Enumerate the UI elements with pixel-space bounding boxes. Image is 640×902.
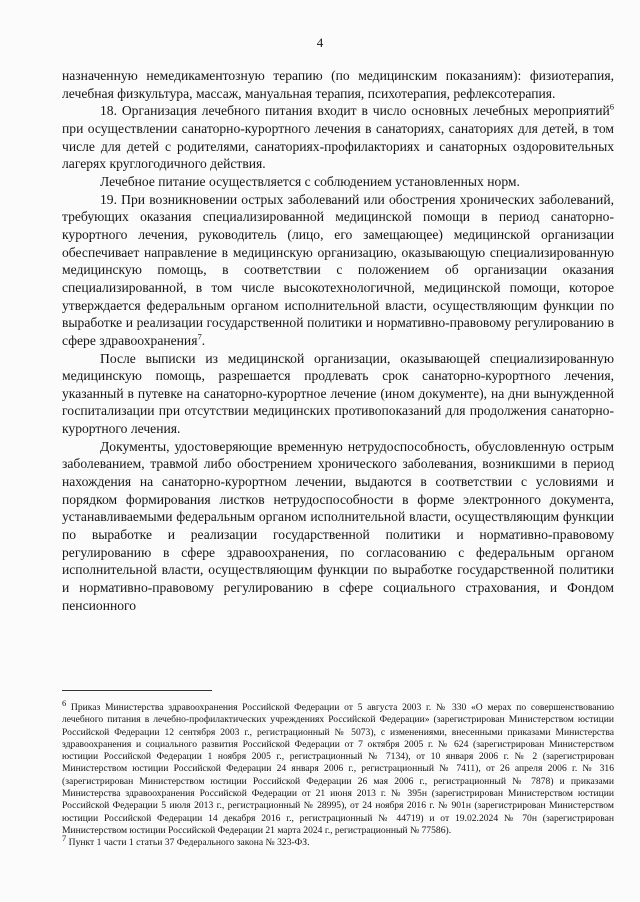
paragraph-therapy-continuation: назначенную немедикаментозную терапию (по медицинским показаниям): физиотерапия, лечебная физкультура, массаж, мануальная терапия, психотерапия, рефлексотерапия. (62, 68, 614, 101)
paragraph-item-18 (62, 102, 614, 173)
footnote-ref-7[interactable]: 7 (197, 331, 202, 342)
paragraph-text: 18. Организация лечебного питания входит в число основных лечебных мероприятий (100, 103, 610, 119)
paragraph-text: при осуществлении санаторно-курортного лечения в санаториях, санаториях для детей, в том числе для детей с родителями, санаториях-профилакториях и санаторных оздоровительных лагерях круглогодичного действия. (62, 120, 614, 172)
paragraph-nutrition-norms: Лечебное питание осуществляется с соблюдением установленных норм. (100, 173, 520, 189)
paragraph-text: . (201, 332, 206, 348)
paragraph-discharge: После выписки из медицинской организации, оказывающей специализированную медицинскую помощь, разрешается продлевать срок санаторно-курортного лечения, указанный в путевке на санаторно-курортное лечение (ином документе), на дни вынужденной госпитализации при отсутствии медицинских противопоказаний для продолжения санаторно-курортного лечения. (62, 350, 614, 437)
footnote-text: Приказ Министерства здравоохранения Российской Федерации от 5 августа 2003 г. № 330 «О мерах по совершенствованию лечебного питания в лечебно-профилактических учреждениях Российской Федерации» (зарегистрирован Министерством юстиции Российской Федерации 12 сентября 2003 г., регистрационный № 5073), с изменениями, внесенными приказами Министерства здравоохранения и социального развития Российской Федерации от 7 октября 2005 г. № 624 (зарегистрирован Министерством юстиции Российской Федерации 1 ноября 2005 г., регистрационный № 7134), от 10 января 2006 г. № 2 (зарегистрирован Министерством юстиции Российской Федерации 24 января 2006 г., регистрационный № 7411), от 26 апреля 2006 г. № 316 (зарегистрирован Министерством юстиции Российской Федерации 26 мая 2006 г., регистрационный № 7878) и приказами Министерства здравоохранения Российской Федерации от 21 июня 2013 г. № 395н (зарегистрирован Министерством юстиции Российской Федерации 5 июля 2013 г., регистрационный № 28995), от 24 ноября 2016 г. № 901н (зарегистрирован Министерством юстиции Российской Федерации 14 декабря 2016 г., регистрационный № 44719) и от 19.02.2024 № 70н (зарегистрирован Министерством юстиции Российской Федерации 21 марта 2024 г., регистрационный № 77586). (62, 702, 614, 836)
footnote-mark: 7 (62, 833, 67, 844)
footnote-text: Пункт 1 части 1 статьи 37 Федерального закона № 323-ФЗ. (66, 837, 310, 849)
paragraph-sick-leave-documents: Документы, удостоверяющие временную нетрудоспособность, обусловленную острым заболеванием, травмой либо обострением хронического заболевания, возникшими в период нахождения на санаторно-курортном лечении, выдаются в соответствии с условиями и порядком формирования листков нетрудоспособности в форме электронного документа, устанавливаемыми федеральным органом исполнительной власти, осуществляющим функции по выработке и реализации государственной политики и нормативно-правовому регулированию в сфере здравоохранения, по согласованию с федеральным органом исполнительной власти, осуществляющим функции по выработке государственной политики и нормативно-правовому регулированию в сфере социального страхования, и Фондом пенсионного (62, 438, 614, 613)
footnote-ref-6[interactable]: 6 (609, 101, 614, 112)
document-body (62, 67, 614, 614)
footnote-6 (62, 697, 614, 837)
footnote-separator (62, 690, 212, 691)
page-number: 4 (316, 35, 324, 50)
footnote-7 (62, 833, 614, 849)
paragraph-item-19 (62, 191, 614, 350)
footnotes (62, 697, 614, 850)
footnote-mark: 6 (62, 697, 67, 708)
paragraph-text: 19. При возникновении острых заболеваний или обострения хронических заболеваний, требующих оказания специализированной медицинской помощи в период санаторно-курортного лечения, руководитель (лицо, его замещающее) медицинской организации обеспечивает направление в медицинскую организацию, оказывающую специализированную медицинскую помощь, в соответствии с положением об организации оказания специализированной, в том числе высокотехнологичной, медицинской помощи, которое утверждается федеральным органом исполнительной власти, осуществляющим функции по выработке и реализации государственной политики и нормативно-правовому регулированию в сфере здравоохранения (62, 191, 614, 348)
